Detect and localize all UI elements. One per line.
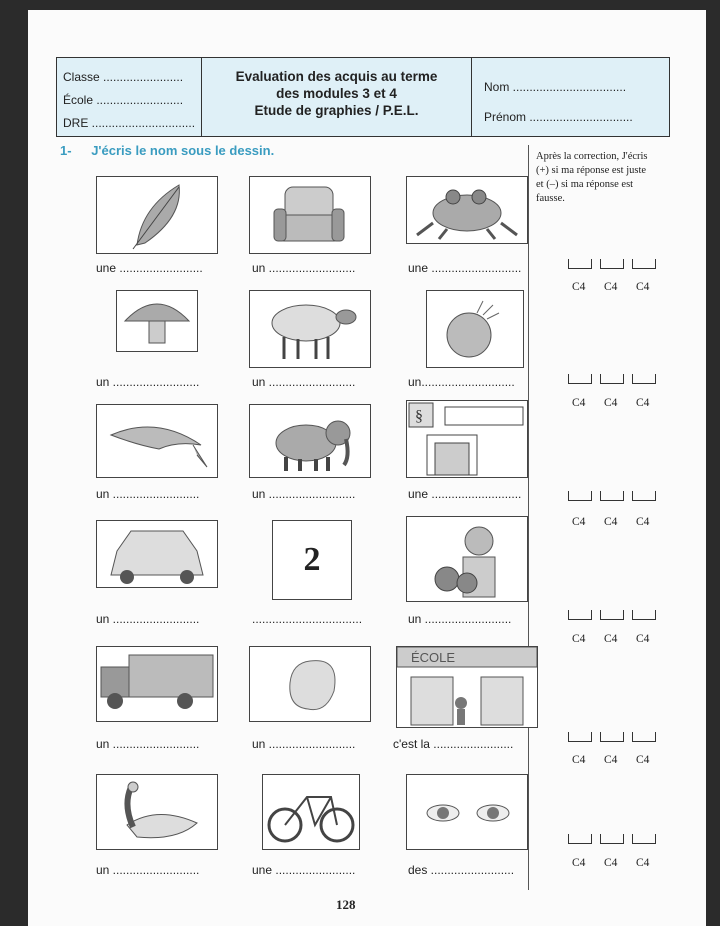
dolphin-icon [96,404,218,478]
correction-note: Après la correction, J'écris (+) si ma réponse est juste et (–) si ma réponse est fausse. [536,151,648,204]
bicycle-icon [262,774,360,850]
answer-line[interactable]: un .......................... [252,261,356,275]
header-right [472,58,669,136]
truck-icon [96,646,218,722]
answer-line[interactable]: une ........................... [408,261,522,275]
column-divider [528,145,529,890]
answer-line[interactable]: une ......................... [96,261,203,275]
check-boxes[interactable] [540,732,640,746]
answer-line[interactable]: un .......................... [252,487,356,501]
section-title [60,143,274,158]
school-icon [396,646,538,728]
digit-card: 2 [272,520,352,600]
check-boxes[interactable] [540,610,640,624]
answer-line[interactable]: un .......................... [96,737,200,751]
pharmacy-icon [406,400,528,478]
title-line-3: Etude de graphies / P.E.L. [254,103,419,118]
answer-line[interactable]: une ........................... [408,487,522,501]
answer-line[interactable]: une ........................ [252,863,356,877]
svg-text:§: § [415,408,423,425]
answer-line[interactable]: un .......................... [96,863,200,877]
page-number: 128 [336,897,356,912]
title-line-2: des modules 3 et 4 [276,86,397,101]
apple-icon [249,646,371,722]
leaf-icon [96,176,218,254]
answer-line[interactable]: un .......................... [96,612,200,626]
goose-icon [96,774,218,850]
header-box [56,57,670,137]
elephant-icon [249,404,371,478]
boxer-icon [406,516,528,602]
hedgehog-icon [426,290,524,368]
answer-line[interactable]: un .......................... [96,487,200,501]
sheep-icon [249,290,371,368]
answer-line[interactable]: un .......................... [96,375,200,389]
eyes-icon [406,774,528,850]
answer-line[interactable]: ................................. [252,612,363,626]
mushroom-icon [116,290,198,352]
section-text: J'écris le nom sous le dessin. [91,143,275,158]
school-sign: ÉCOLE [411,650,456,665]
classe-field: Classe ........................ [63,70,184,84]
answer-line[interactable]: c'est la ........................ [393,737,514,751]
check-boxes[interactable] [540,374,640,388]
answer-line[interactable]: des ......................... [408,863,515,877]
dre-field: DRE ............................... [63,116,196,130]
section-number: 1- [60,143,72,158]
header-left [57,58,202,136]
answer-line[interactable]: un .......................... [408,612,512,626]
header-title [202,58,472,136]
check-boxes[interactable] [540,491,640,505]
ecole-field: École .......................... [63,93,184,107]
prenom-field: Prénom ............................... [484,110,633,124]
car-icon [96,520,218,588]
frog-icon [406,176,528,244]
check-boxes[interactable] [540,834,640,848]
armchair-icon [249,176,371,254]
check-boxes[interactable] [540,259,640,273]
nom-field: Nom .................................. [484,80,627,94]
answer-line[interactable]: un .......................... [252,737,356,751]
title-line-1: Evaluation des acquis au terme [235,69,438,84]
answer-line[interactable]: un............................ [408,375,515,389]
answer-line[interactable]: un .......................... [252,375,356,389]
